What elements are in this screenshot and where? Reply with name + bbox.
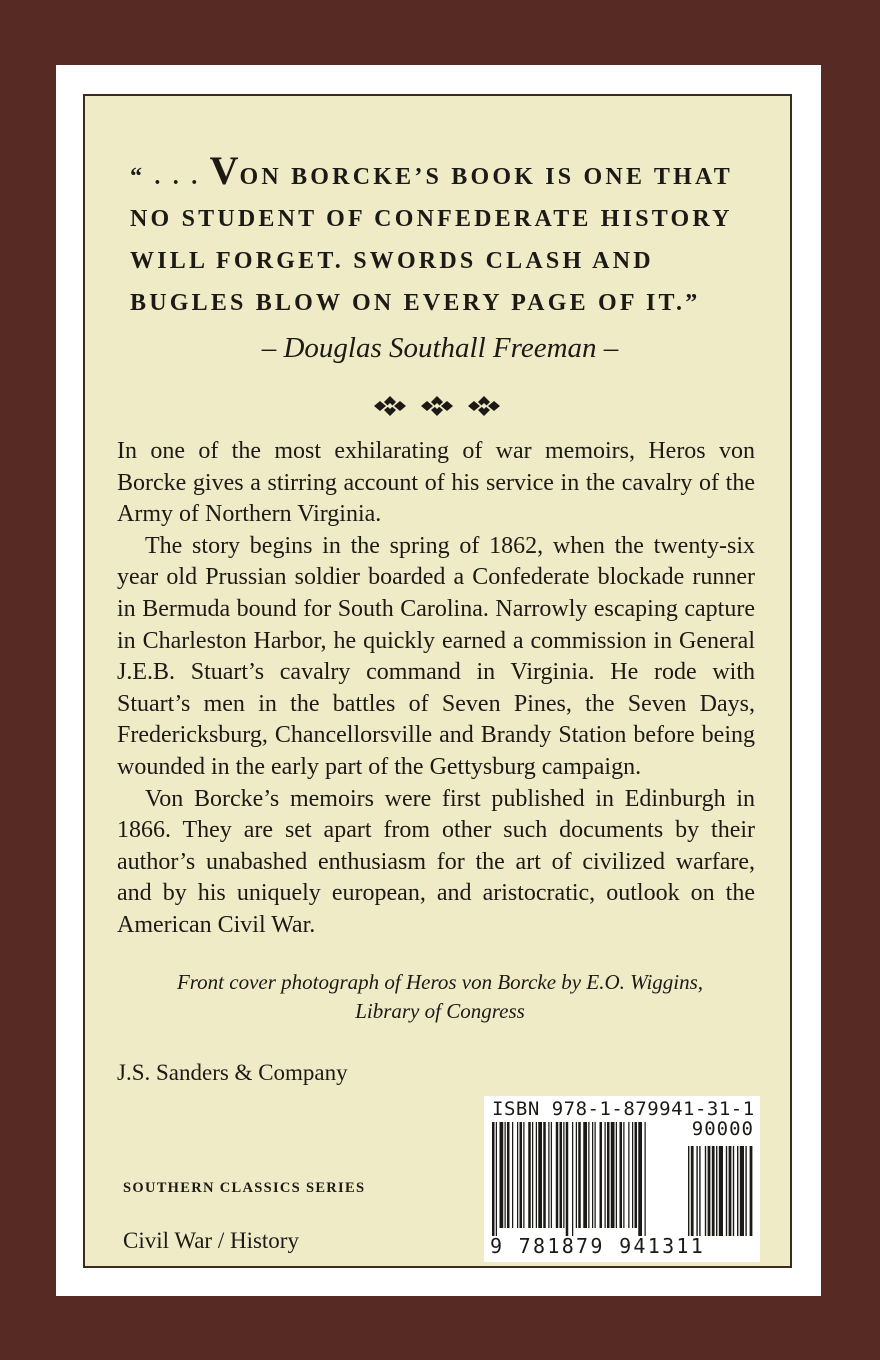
- addon-bar: [691, 1146, 694, 1236]
- isbn-barcode: [484, 1096, 760, 1262]
- ornament-divider: [372, 392, 502, 420]
- barcode-bar: [492, 1122, 495, 1236]
- addon-bar: [745, 1146, 746, 1236]
- barcode-bar: [496, 1122, 497, 1236]
- addon-bar: [740, 1146, 744, 1236]
- barcode-bar: [536, 1122, 537, 1228]
- quote-text: ON BORCKE’S BOOK IS ONE THAT NO STUDENT OF CONFEDERATE HISTORY WILL FORGET. SWORDS CLASH AND BUGLES BLOW ON EVERY PAGE OF IT.”: [130, 164, 733, 316]
- barcode-bar: [551, 1122, 552, 1228]
- barcode-bar: [632, 1122, 633, 1228]
- barcode-bar: [628, 1122, 629, 1228]
- description-paragraph-3: Von Borcke’s memoirs were first published in Edinburgh in 1866. They are set apart from other such documents by their author’s unabashed enthusiasm for the art of civilized warfare, and by his uniquely european, and aristocratic, outlook on the American Civil War.: [117, 785, 755, 938]
- barcode-bar: [520, 1122, 523, 1228]
- barcode-bar: [538, 1122, 542, 1228]
- barcode-bar: [532, 1122, 533, 1228]
- barcode-bar: [605, 1122, 606, 1228]
- addon-bar: [726, 1146, 727, 1236]
- barcode-bar: [588, 1122, 589, 1228]
- quote-open: “ . . .: [130, 164, 210, 190]
- barcode-bar: [572, 1122, 573, 1236]
- barcode-bar: [611, 1122, 615, 1228]
- addon-bar: [729, 1146, 732, 1236]
- pull-quote: [130, 150, 750, 324]
- barcode-bar: [563, 1122, 564, 1228]
- diamond-cluster-icon: [419, 394, 455, 418]
- addon-bar: [705, 1146, 706, 1236]
- addon-bar: [708, 1146, 711, 1236]
- price-code: 90000: [691, 1118, 754, 1140]
- addon-bar: [688, 1146, 689, 1236]
- barcode-bar: [556, 1122, 559, 1228]
- isbn-number: ISBN 978-1-879941-31-1: [492, 1098, 755, 1120]
- photo-credit-line-2: Library of Congress: [355, 999, 525, 1023]
- barcode-bars: [492, 1122, 754, 1236]
- addon-bar: [737, 1146, 738, 1236]
- barcode-bar: [600, 1122, 603, 1228]
- addon-bar: [716, 1146, 717, 1236]
- diamond-cluster-icon: [372, 394, 408, 418]
- barcode-bar: [512, 1122, 513, 1228]
- addon-bar: [719, 1146, 723, 1236]
- barcode-bar: [517, 1122, 518, 1228]
- barcode-bar: [620, 1122, 623, 1228]
- barcode-bar: [592, 1122, 593, 1228]
- barcode-bar: [578, 1122, 581, 1228]
- addon-bar: [750, 1146, 753, 1236]
- barcode-bar: [583, 1122, 587, 1228]
- book-category: Civil War / History: [123, 1228, 299, 1253]
- diamond-cluster-icon: [466, 394, 502, 418]
- barcode-bar: [543, 1122, 546, 1228]
- series-name: SOUTHERN CLASSICS SERIES: [123, 1180, 366, 1196]
- barcode-bar: [635, 1122, 638, 1228]
- addon-bar: [696, 1146, 697, 1236]
- barcode-bar: [607, 1122, 610, 1228]
- barcode-bar: [507, 1122, 510, 1228]
- description-paragraph-2: The story begins in the spring of 1862, when the twenty-six year old Prussian soldier boarded a Confederate blockade runner in Bermuda bound for South Carolina. Narrowly escaping capture in Charleston Harbor, he quickly earned a commission in General J.E.B. Stuart’s cavalry command in Virginia. He rode with Stuart’s men in the battles of Seven Pines, the Seven Days, Fredericksburg, Chancellorsville and Brandy Station before being wounded in the early part of the Gettysburg campaign.: [117, 532, 755, 780]
- description-paragraph-1: In one of the most exhilarating of war memoirs, Heros von Borcke gives a stirring account of his service in the cavalry of the Army of Northern Virginia.: [117, 438, 755, 528]
- photo-credit-line-1: Front cover photograph of Heros von Borcke by E.O. Wiggins,: [176, 970, 704, 994]
- barcode-bar: [523, 1122, 524, 1228]
- barcode-bar: [500, 1122, 504, 1228]
- barcode-bar: [645, 1122, 646, 1236]
- addon-bar: [699, 1146, 700, 1236]
- book-description: [117, 436, 755, 942]
- addon-bar: [712, 1146, 715, 1236]
- photo-credit: [150, 968, 730, 1026]
- barcode-bar: [505, 1122, 506, 1228]
- barcode-bar: [616, 1122, 617, 1228]
- barcode-bar: [548, 1122, 549, 1228]
- addon-bar: [733, 1146, 734, 1236]
- barcode-bar: [595, 1122, 596, 1228]
- publisher-name: J.S. Sanders & Company: [117, 1060, 348, 1085]
- barcode-bar: [528, 1122, 531, 1228]
- barcode-bar: [623, 1122, 624, 1228]
- barcode-bar: [560, 1122, 563, 1228]
- quote-initial: V: [209, 148, 240, 193]
- barcode-bar: [566, 1122, 569, 1236]
- barcode-bar: [576, 1122, 577, 1228]
- barcode-digits: 9 781879 941311: [490, 1234, 706, 1258]
- barcode-bar: [638, 1122, 642, 1236]
- quote-attribution: – Douglas Southall Freeman –: [261, 332, 619, 364]
